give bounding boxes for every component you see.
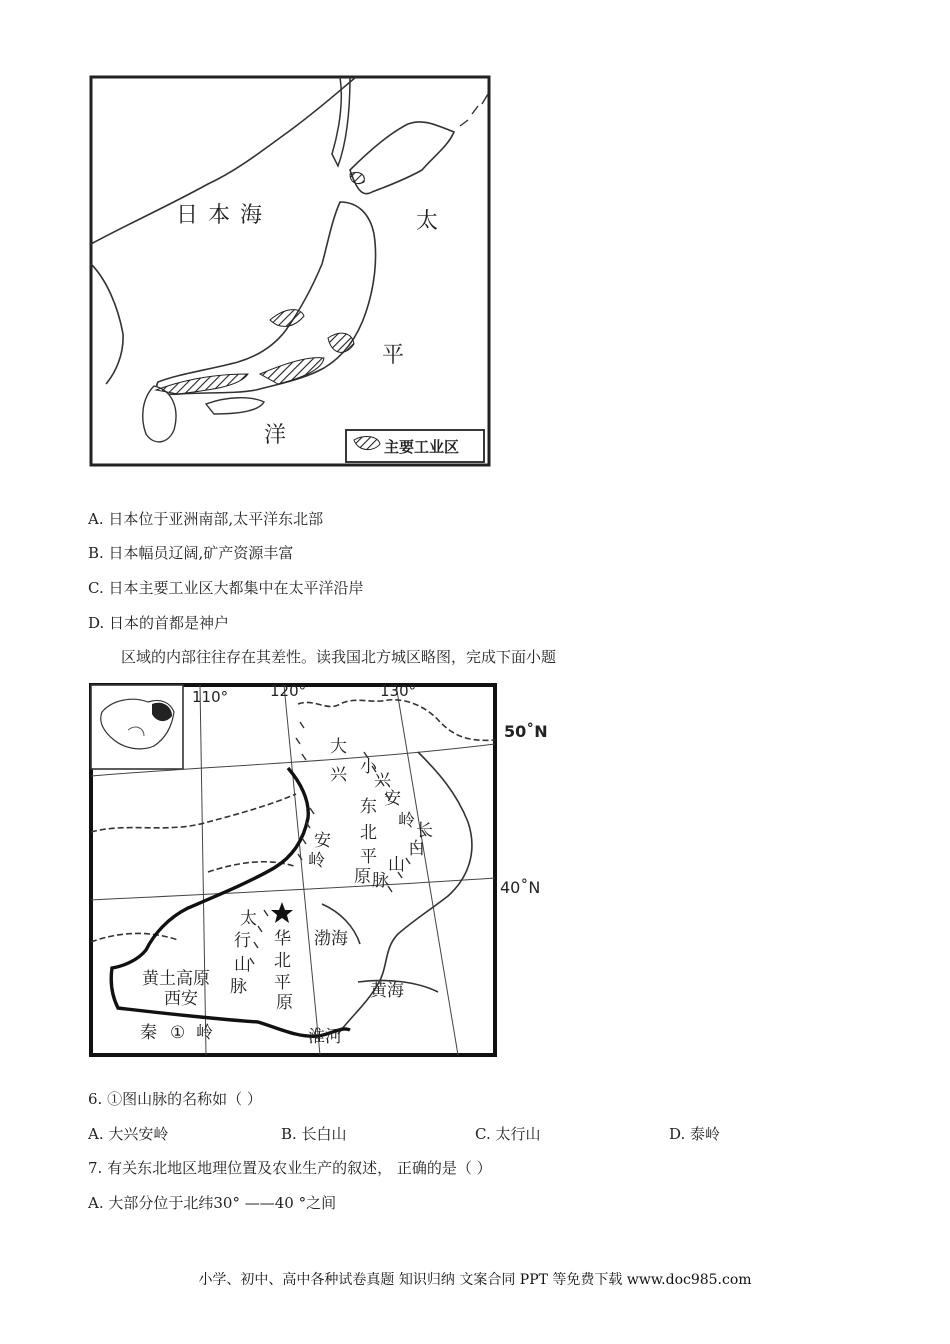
label-dongbei-1: 东: [360, 797, 377, 817]
label-dongbei-2: 北: [360, 823, 377, 843]
label-bohai: 渤海: [314, 929, 348, 949]
label-huabei-4: 原: [276, 993, 293, 1013]
q5-option-b[interactable]: B. 日本幅员辽阔,矿产资源丰富: [88, 544, 294, 562]
label-xiao-ling: 岭: [398, 811, 415, 831]
q6-stem: 6. ①图山脉的名称如（ ）: [88, 1090, 262, 1108]
label-da: 大: [330, 737, 347, 757]
page-footer: 小学、初中、高中各种试卷真题 知识归纳 文案合同 PPT 等免费下载 www.doc985.com: [198, 1272, 752, 1288]
label-taihang-2: 行: [234, 931, 251, 951]
q7-stem: 7. 有关东北地区地理位置及农业生产的叙述， 正确的是（ ）: [88, 1159, 492, 1177]
label-qin-ling: 岭: [196, 1023, 213, 1043]
label-xiao-xing: 兴: [374, 771, 391, 791]
label-changbai-1: 长: [416, 821, 433, 841]
label-qin: 秦: [140, 1023, 157, 1043]
label-taihang-4: 脉: [230, 977, 247, 997]
inset-china-map: [91, 685, 183, 769]
label-ping: 平: [382, 343, 405, 368]
q5-option-c[interactable]: C. 日本主要工业区大都集中在太平洋沿岸: [88, 579, 364, 597]
north-china-map: [88, 682, 498, 1058]
q6-option-b[interactable]: B. 长白山: [281, 1125, 347, 1143]
lat-50-label: 50˚N: [504, 722, 548, 741]
label-changbai-3: 山: [388, 855, 405, 875]
label-tai: 太: [416, 209, 439, 234]
label-loess-plateau: 黄土高原: [142, 969, 210, 989]
label-taihang-3: 山: [234, 955, 251, 975]
lon-110-label: 110°: [192, 688, 229, 706]
intro-text: 区域的内部往往存在其差性。读我国北方城区略图，完成下面小题: [121, 648, 557, 666]
label-xian: 西安: [164, 989, 198, 1009]
label-dongbei-4: 原: [354, 867, 371, 887]
label-huaihe: 淮河: [308, 1027, 342, 1047]
label-huabei-2: 北: [274, 951, 291, 971]
q6-option-a[interactable]: A. 大兴安岭: [88, 1125, 169, 1143]
label-changbai-2: 白: [408, 839, 425, 859]
label-xiao: 小: [360, 757, 377, 777]
label-dongbei-3: 平: [360, 847, 377, 867]
label-xiao-an: 安: [384, 789, 401, 809]
legend-label: 主要工业区: [384, 438, 460, 456]
label-huabei-3: 平: [274, 973, 291, 993]
q5-option-a[interactable]: A. 日本位于亚洲南部,太平洋东北部: [88, 510, 324, 528]
label-yang: 洋: [264, 423, 287, 448]
label-circle-1: ①: [170, 1023, 186, 1043]
q5-option-d[interactable]: D. 日本的首都是神户: [88, 614, 230, 632]
label-huabei-1: 华: [274, 929, 291, 949]
label-changbai-4: 脉: [372, 871, 389, 891]
q7-option-a[interactable]: A. 大部分位于北纬30° ——40 °之间: [88, 1194, 337, 1212]
label-an: 安: [314, 831, 331, 851]
label-huanghai: 黄海: [370, 981, 404, 1001]
label-sea-of-japan: 日本海: [176, 203, 273, 228]
map1-legend: [346, 430, 484, 462]
label-taihang-1: 太: [240, 909, 257, 929]
q6-option-d[interactable]: D. 泰岭: [669, 1125, 721, 1143]
lon-130-label: 130°: [380, 682, 417, 700]
japan-industrial-map: [88, 74, 492, 470]
lon-120-label: 120°: [270, 682, 307, 700]
label-ling: 岭: [308, 851, 325, 871]
q6-option-c[interactable]: C. 太行山: [475, 1125, 541, 1143]
lat-40-label: 40˚N: [500, 878, 541, 897]
label-xing: 兴: [330, 765, 347, 785]
